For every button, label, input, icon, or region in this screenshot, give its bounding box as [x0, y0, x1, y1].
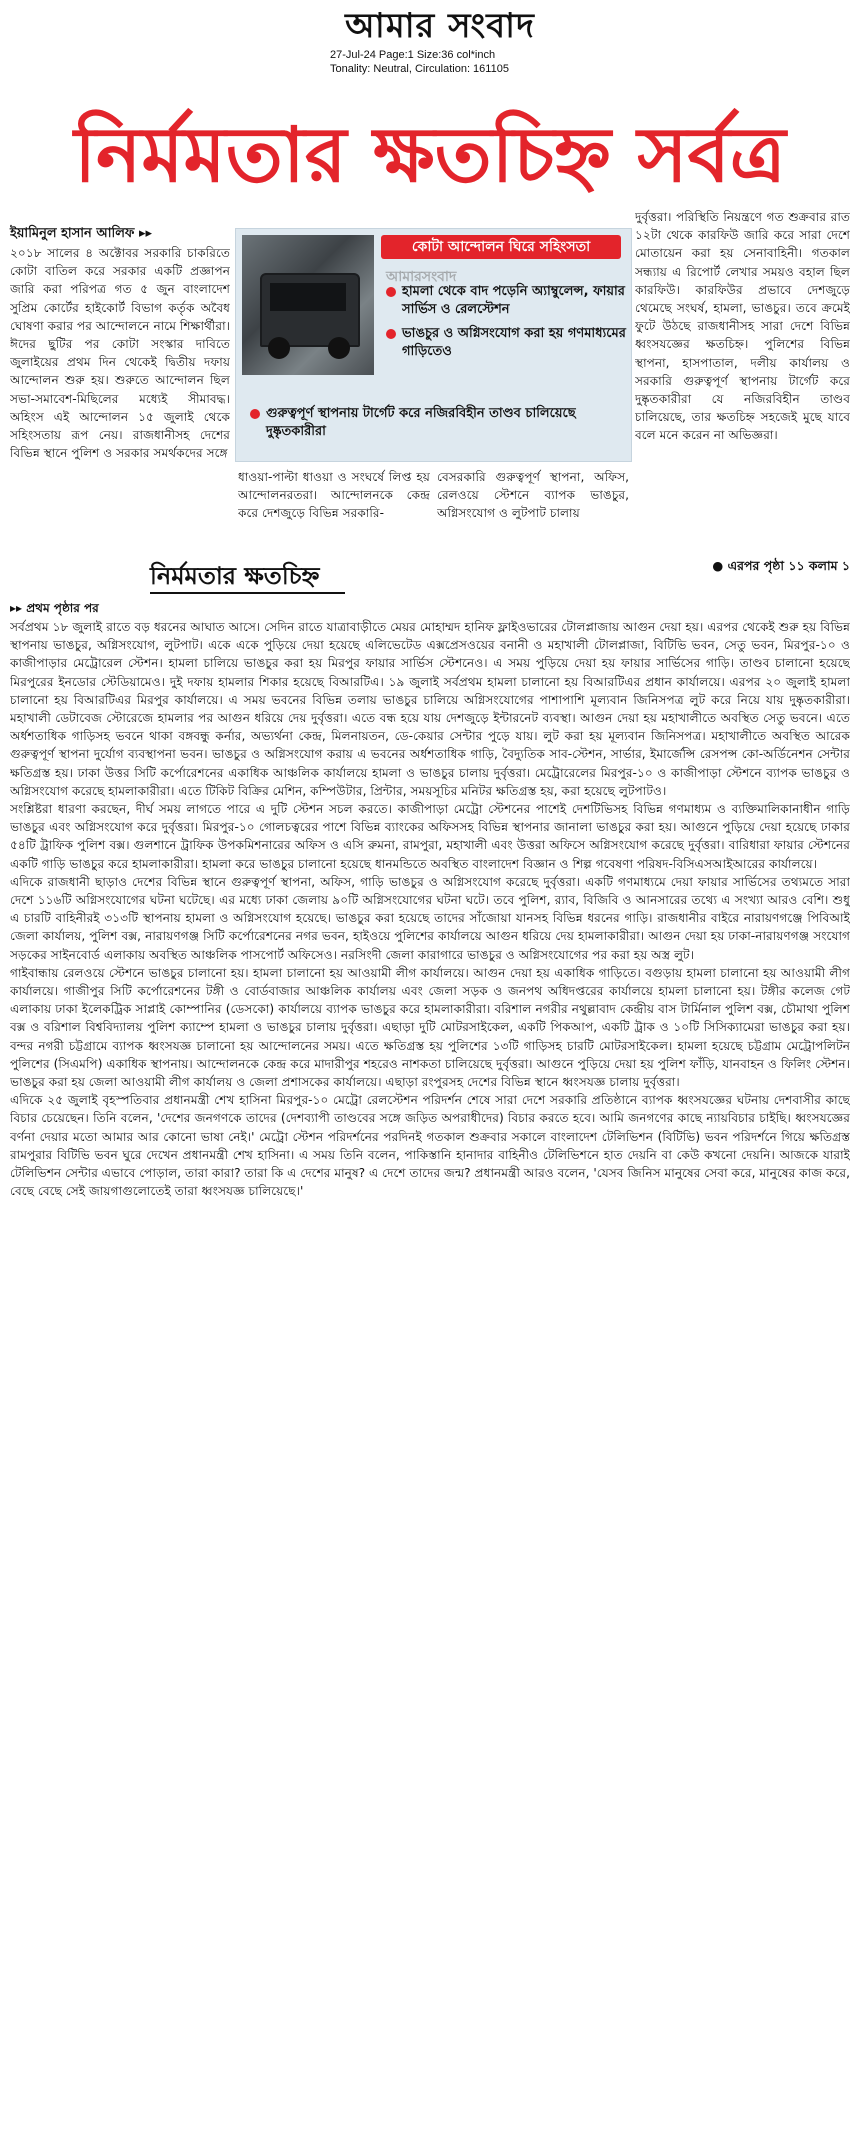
continuation-title: নির্মমতার ক্ষতচিহ্ন — [150, 561, 320, 590]
highlight-bullet-text: ভাঙচুর ও অগ্নিসংযোগ করা হয় গণমাধ্যমের গাড়িতেও — [402, 326, 626, 359]
bus-wheel-shape — [328, 337, 350, 359]
continuation-body — [10, 618, 850, 2128]
highlight-bullet — [386, 283, 626, 319]
red-dot-icon — [386, 329, 396, 339]
article-column-1 — [10, 244, 230, 574]
continued-from-note: ▸▸ প্রথম পৃষ্ঠার পর — [10, 601, 99, 615]
highlight-bullet-text: গুরুত্বপূর্ণ স্থাপনায় টার্গেট করে নজিরবিহীন তাণ্ডব চালিয়েছে দুষ্কৃতকারীরা — [266, 406, 576, 439]
highlight-box — [235, 228, 632, 462]
bus-window-shape — [270, 283, 346, 311]
continuation-paragraph: গাইবান্ধায় রেলওয়ে স্টেশনে ভাঙচুর চালানো হয়। হামলা চালানো হয় আওয়ামী লীগ কার্যালয়ে। আগুন দেয়া হয় একাধিক গাড়িতে। বগুড়ায় হামলা চালানো হয় আওয়ামী লীগ কার্যালয়ে। গাজীপুর সিটি কর্পোরেশনের টঙ্গী ও বোর্ডবাজার আঞ্চলিক কার্যালয় এবং জেলা সড়ক ও জনপথ অধিদপ্তরের কার্যালয়ে হামলা চালানো হয়। টঙ্গীর কলেজ গেট এলাকায় ঢাকা ইলেকট্রিক সাপ্লাই কোম্পানির (ডেসকো) কার্যালয়ে ব্যাপক ভাঙচুর করে হামলাকারীরা। বরিশাল নগরীর নথুল্লাবাদ কেন্দ্রীয় বাস টার্মিনাল পুলিশ বক্স, চৌমাথা পুলিশ বক্স ও বরিশাল বিশ্ববিদ্যালয় পুলিশ ক্যাম্পে হামলা ও ভাঙচুর চালায় দুর্বৃত্তরা। এছাড়া দুটি মোটরসাইকেল, একটি পিকআপ, একটি ট্রাক ও ১০টি সিসিক্যামেরা ভাঙচুর করা হয়। বন্দর নগরী চট্টগ্রামে ব্যাপক ধ্বংসযজ্ঞ চালানো হয় আন্দোলনের সময়। এতে ক্ষতিগ্রস্ত হয় পুলিশের ১৩টি গাড়িসহ চারটি মোটরসাইকেল। হামলা হয়েছে চট্টগ্রাম মেট্রোপলিটন পুলিশের (সিএমপি) একাধিক স্থাপনায়। আন্দোলনকে কেন্দ্র করে মাদারীপুর শহরেও নাশকতা চালিয়েছে দুর্বৃত্তরা। আগুনে পুড়িয়ে দেয়া হয় পুলিশ ফাঁড়ি, যানবাহন ও ফিলিং স্টেশন। ভাঙচুর করা হয় জেলা আওয়ামী লীগ কার্যালয় ও জেলা প্রশাসকের কার্যালয়ে। এছাড়া রংপুরসহ দেশের বিভিন্ন স্থানে ধ্বংসযজ্ঞ চালায় দুর্বৃত্তরা। — [10, 965, 850, 1090]
red-dot-icon — [386, 287, 396, 297]
continuation-title-rule — [150, 592, 345, 594]
red-dot-icon — [250, 409, 260, 419]
article-column-3-text: বেসরকারি গুরুত্বপূর্ণ স্থাপনা, অফিস, রেলওয়ে স্টেশনে ব্যাপক ভাঙচুর, অগ্নিসংযোগ ও লুটপাট চালায় — [437, 470, 629, 521]
highlight-bullet-text: হামলা থেকে বাদ পড়েনি অ্যাম্বুলেন্স, ফায়ার সার্ভিস ও রেলস্টেশন — [402, 284, 625, 317]
continued-on-note: ● এরপর পৃষ্ঠা ১১ কলাম ১ — [712, 558, 850, 573]
page-headline: নির্মমতার ক্ষতচিহ্ন সর্বত্র — [74, 110, 786, 199]
byline: ইয়ামিনুল হাসান আলিফ ▸▸ — [10, 226, 152, 241]
highlight-box-title: কোটা আন্দোলন ঘিরে সহিংসতা — [381, 235, 621, 259]
watermark: আমারসংবাদ — [386, 269, 457, 285]
meta-line-tonality: Tonality: Neutral, Circulation: 161105 — [330, 63, 509, 75]
clipping-meta — [330, 48, 590, 76]
highlight-bullet-bottom — [250, 405, 636, 441]
continuation-paragraph: এদিকে রাজধানী ছাড়াও দেশের বিভিন্ন স্থানে গুরুত্বপূর্ণ স্থাপনা, অফিস, গাড়ি ভাঙচুর ও অগ্নিসংযোগ করেছে দুর্বৃত্তরা। একটি গণমাধ্যমে দেয়া ফায়ার সার্ভিসের তথ্যমতে সারা দেশে ১১৬টি অগ্নিসংযোগের ঘটনা ঘটেছে। এর মধ্যে ঢাকা জেলায় ৯০টি অগ্নিসংযোগের ঘটনা ঘটে। তবে পুলিশ, র‍্যাব, বিজিবি ও আনসারের তথ্যে এ সংখ্যা আরও বেশি। শুধু এ চারটি বাহিনীরই ৩১৩টি স্থাপনায় হামলা ও অগ্নিসংযোগ হয়েছে। ভাঙচুর করা হয়েছে তাদের সাঁজোয়া যানসহ বিভিন্ন ধরনের গাড়ি। রাজধানীর বাইরে নারায়ণগঞ্জে পিবিআই জেলা কার্যালয়, পুলিশ বক্স, নারায়ণগঞ্জ সিটি কর্পোরেশনের নগর ভবন, হাইওয়ে পুলিশের কার্যালয়ে আগুন ধরিয়ে দেয় হামলাকারীরা। আগুন দেয়া হয় ঢাকা-নারায়ণগঞ্জ সংযোগ সড়কের সাইনবোর্ড এলাকায় অবস্থিত আঞ্চলিক পাসপোর্ট অফিসেও। নরসিংদী জেলা কারাগারে ভাঙচুর ও অগ্নিসংযোগের পর করা হয় অস্ত্র লুট। — [10, 874, 850, 962]
bus-wheel-shape — [268, 337, 290, 359]
continuation-paragraph: সর্বপ্রথম ১৮ জুলাই রাতে বড় ধরনের আঘাত আসে। সেদিন রাতে যাত্রাবাড়ীতে মেয়র মোহাম্মদ হানিফ ফ্লাইওভারের টোলপ্লাজায় আগুন দেয়া হয়। এরপর থেকেই শুরু হয় বিভিন্ন স্থাপনায় ভাঙচুর, অগ্নিসংযোগ, লুটপাট। একে একে পুড়িয়ে দেয়া হয়েছে এলিভেটেড এক্সপ্রেসওয়ের বনানী ও মহাখালী টোলপ্লাজা, বিটিভি ভবন, সেতু ভবন, মিরপুর-১০ ও কাজীপাড়ার মেট্রোরেল স্টেশন। হামলা চালিয়ে ভাঙচুর করা হয় মিরপুর ফায়ার সার্ভিস স্টেশনেও। এ সময় পুড়িয়ে দেয়া হয় ফায়ার সার্ভিসের গাড়ি। তাণ্ডব চালানো হয়েছে মিরপুরের ইনডোর স্টেডিয়ামেও। দুই দফায় হামলার শিকার হয়েছে বিআরটিএ। ১৯ জুলাই সর্বপ্রথম হামলা চালানো হয় বিআরটিএর প্রধান কার্যালয়ে। এরপর ২০ জুলাই হামলা চালানো হয় বিআরটিএর মিরপুর কার্যালয়ে। এ সময় ভবনের বিভিন্ন তলায় ভাঙচুর চালিয়ে অগ্নিসংযোগের পাশাপাশি মূল্যবান জিনিসপত্র লুট করে নিয়ে যায় দুষ্কৃতকারীরা। মহাখালী ডেটাবেজ স্টোরেজে হামলার পর আগুন ধরিয়ে দেয় দুর্বৃত্তরা। এতে বন্ধ হয়ে যায় দেশজুড়ে ইন্টারনেট ব্যবস্থা। আগুন দেয়া হয় মহাখালীতে অবস্থিত সেতু ভবনে। এতে অর্ধশতাধিক গাড়িসহ ভবনে থাকা বঙ্গবন্ধু কর্নার, অভ্যর্থনা কেন্দ্র, মিলনায়তন, ডে-কেয়ার সেন্টার পুড়ে যায়। লুট করা হয় মূল্যবান জিনিসপত্র। মহাখালীতে অবস্থিত আরেক গুরুত্বপূর্ণ স্থাপনা দুর্যোগ ব্যবস্থাপনা ভবন। ভাঙচুর ও অগ্নিসংযোগ করায় এ ভবনের অর্ধশতাধিক গাড়ি, বৈদ্যুতিক সাব-স্টেশন, সার্ভার, ইমার্জেন্সি রেসপন্স কো-অর্ডিনেশন সেন্টার ক্ষতিগ্রস্ত হয়। ঢাকা উত্তর সিটি কর্পোরেশনের একাধিক আঞ্চলিক কার্যালয়ে হামলা ও ভাঙচুর চালায় দুর্বৃত্তরা। মেট্রোরেলের মিরপুর-১০ ও কাজীপাড়া স্টেশনে ব্যাপক ভাঙচুর ও অগ্নিসংযোগ করেছে হামলাকারীরা। এতে টিকিট বিক্রির মেশিন, কম্পিউটার, প্রিন্টার, সময়সূচির মনিটর ক্ষতিগ্রস্ত হয়, করা হয়েছে লুটপাটও। — [10, 620, 850, 798]
continuation-paragraph: সংশ্লিষ্টরা ধারণা করছেন, দীর্ঘ সময় লাগতে পারে এ দুটি স্টেশন সচল করতে। কাজীপাড়া মেট্রো স্টেশনের পাশেই দেশটিভিসহ বিভিন্ন গণমাধ্যম ও ব্যক্তিমালিকানাধীন গাড়ি ভাঙচুর এবং অগ্নিসংযোগ করে দুর্বৃত্তরা। মিরপুর-১০ গোলচত্বরের পাশে বিভিন্ন ব্যাংকের অফিসসহ বিভিন্ন স্থাপনার জানালা ভাঙচুর করা হয়। আগুনে পুড়িয়ে দেয়া হয়েছে ঢাকার ৫৪টি ট্রাফিক পুলিশ বক্স। গুলশানে ট্রাফিক উপকমিশনারের অফিস ও এসি রুমনা, রামপুরা, মহাখালী এবং উত্তরা অফিসে অগ্নিসংযোগ করেছে দুর্বৃত্তরা। বারিধারা ফায়ার স্টেশনের একটি গাড়ি ভাঙচুর করে হামলাকারীরা। হামলা করে ভাঙচুর চালানো হয়েছে ধানমন্ডিতে অবস্থিত বাংলাদেশ বিজ্ঞান ও শিল্প গবেষণা পরিষদ-বিসিএসআইআরের কার্যালয়ে। — [10, 802, 850, 871]
burnt-bus-photo — [242, 235, 374, 375]
highlight-bullet — [386, 325, 626, 361]
article-column-3 — [437, 468, 629, 540]
article-column-right-text: দুর্বৃত্তরা। পরিস্থিতি নিয়ন্ত্রণে গত শুক্রবার রাত ১২টা থেকে কারফিউ জারি করে সারা দেশে মোতায়েন করা হয় সেনাবাহিনী। গতকাল সন্ধ্যায় এ রিপোর্ট লেখার সময়ও বহাল ছিল কারফিউ। কারফিউর প্রভাবে দেশজুড়ে থেমেছে সংঘর্ষ, হামলা, ভাঙচুর। তবে ক্রমেই ফুটে উঠছে রাজধানীসহ সারা দেশে বিভিন্ন ধ্বংসযজ্ঞের ক্ষতচিহ্ন। পুলিশের বিভিন্ন স্থাপনা, হাসপাতাল, দলীয় কার্যালয় ও সরকারি গুরুত্বপূর্ণ স্থাপনায় টার্গেট করে দুষ্কৃতকারীরা যে নজিরবিহীন তাণ্ডব চালিয়েছে, তার ক্ষতচিহ্ন সহজেই মুছে যাবে বলে মনে করেন না অভিজ্ঞরা। — [635, 210, 850, 443]
article-column-right — [635, 208, 850, 540]
article-column-1-text: ২০১৮ সালের ৪ অক্টোবর সরকারি চাকরিতে কোটা বাতিল করে সরকার একটি প্রজ্ঞাপন জারি করা পরিপত্র গত ৫ জুন বাংলাদেশ সুপ্রিম কোর্টের হাইকোর্ট বিভাগ কর্তৃক অবৈধ ঘোষণা করার পর আন্দোলনে নামে শিক্ষার্থীরা। ঈদের ছুটির পর কোটা সংস্কার দাবিতে জুলাইয়ের প্রথম দিন থেকেই দ্বিতীয় দফায় আন্দোলন শুরু হয়। শুরুতে আন্দোলন ছিল সভা-সমাবেশ-মিছিলের মধ্যেই সীমাবদ্ধ। অহিংস এই আন্দোলন ১৫ জুলাই থেকে সহিংসতায় রূপ নেয়। রাজধানীসহ দেশের বিভিন্ন স্থানে পুলিশ ও সরকার সমর্থকদের সঙ্গে — [10, 246, 230, 461]
article-column-2-text: ধাওয়া-পাল্টা ধাওয়া ও সংঘর্ষে লিপ্ত হয় আন্দোলনরতরা। আন্দোলনকে কেন্দ্র করে দেশজুড়ে বিভিন্ন সরকারি- — [238, 470, 430, 521]
article-column-2 — [238, 468, 430, 540]
masthead-logo: আমার সংবাদ — [345, 6, 535, 46]
highlight-bullets — [386, 283, 626, 367]
continuation-paragraph: এদিকে ২৫ জুলাই বৃহস্পতিবার প্রধানমন্ত্রী শেখ হাসিনা মিরপুর-১০ মেট্রো রেলস্টেশন পরিদর্শন শেষে সারা দেশে সরকারি প্রতিষ্ঠানে ব্যাপক ধ্বংসযজ্ঞের ঘটনায় দেশবাসীর কাছে বিচার চেয়েছেন। তিনি বলেন, 'দেশের জনগণকে তাদের (দেশব্যাপী তাণ্ডবের সঙ্গে জড়িত অপরাধীদের) বিচার করতে হবে। আমি জনগণের কাছে ন্যায়বিচার চাইছি। ধ্বংসযজ্ঞের বর্ণনা দেয়ার মতো আমার আর কোনো ভাষা নেই।' মেট্রো স্টেশন পরিদর্শনের পরদিনই গতকাল শুক্রবার সকালে বাংলাদেশ টেলিভিশন (বিটিভি) ভবন পরিদর্শনে গিয়ে ক্ষতিগ্রস্ত রামপুরার বিটিভি ভবন ঘুরে দেখেন প্রধানমন্ত্রী শেখ হাসিনা। এ সময় তিনি বলেন, পাকিস্তানি হানাদার বাহিনীও টেলিভিশনে হাত দেয়নি বা কেউ কখনো দেয়নি। আজকে যারাই টেলিভিশন সেন্টার এভাবে পোড়াল, তারা কারা? তারা কি এ দেশের মানুষ? এ দেশে তাদের জন্ম? প্রধানমন্ত্রী আরও বলেন, 'যেসব জিনিস মানুষের সেবা করে, মানুষের কাজ করে, বেছে বেছে সেই জায়গাগুলোতেই তারা ধ্বংসযজ্ঞ চালিয়েছে।' — [10, 1093, 850, 1199]
meta-line-date: 27-Jul-24 Page:1 Size:36 col*inch — [330, 49, 496, 61]
